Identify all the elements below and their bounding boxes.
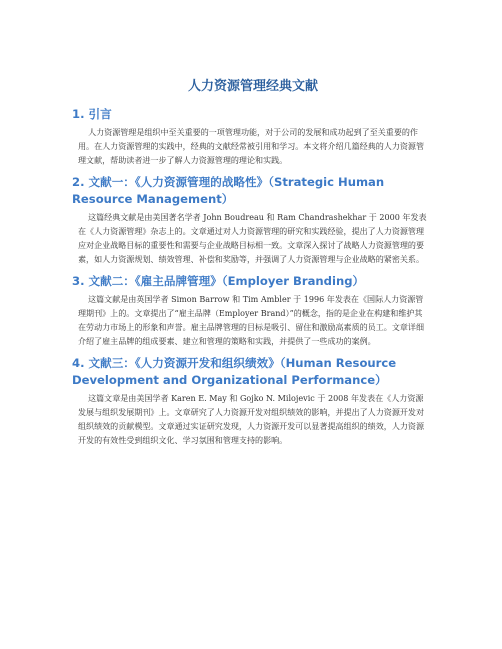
document-page: [72, 78, 428, 454]
section-paragraph: 这篇经典文献是由美国著名学者 John Boudreau 和 Ram Chandrashekhar 于 2000 年发表在《人力资源管理》杂志上的。文章通过对人力资源管理的研究和实践经验，提出了人力资源管理应对企业战略目标的重要性和需要与企业战略目标相一致。文章深入探讨了战略人力资源管理的要素，如人力资源规划、绩效管理、补偿和奖励等，并强调了人力资源管理与企业战略的紧密关系。: [78, 213, 427, 264]
section-heading: 3. 文献二：《雇主品牌管理》（Employer Branding）: [72, 274, 365, 288]
section-heading: 1. 引言: [72, 107, 112, 121]
section-literature-three: [72, 355, 428, 448]
section-literature-one: [72, 174, 428, 267]
section-heading: 4. 文献三：《人力资源开发和组织绩效》（Human Resource Development and Organizational Performance）: [72, 356, 397, 387]
section-paragraph: 这篇文章是由美国学者 Karen E. May 和 Gojko N. Milojevic 于 2008 年发表在《人力资源发展与组织发展期刊》上。文章研究了人力资源开发对组织绩效的影响，并提出了人力资源开发对组织绩效的贡献模型。文章通过实证研究发现，人力资源开发可以显著提高组织的绩效，人力资源开发的有效性受到组织文化、学习氛围和管理支持的影响。: [78, 394, 425, 445]
section-paragraph: 人力资源管理是组织中至关重要的一项管理功能，对于公司的发展和成功起到了至关重要的作用。在人力资源管理的实践中，经典的文献经常被引用和学习。本文将介绍几篇经典的人力资源管理文献，帮助读者进一步了解人力资源管理的理论和实践。: [78, 128, 425, 165]
section-heading: 2. 文献一：《人力资源管理的战略性》（Strategic Human Resource Management）: [72, 175, 385, 206]
section-introduction: [72, 106, 428, 168]
section-paragraph: 这篇文献是由英国学者 Simon Barrow 和 Tim Ambler 于 1996 年发表在《国际人力资源管理期刊》上的。文章提出了“雇主品牌（Employer Brand）”的概念，指的是企业在构建和维护其在劳动力市场上的形象和声誉。雇主品牌管理的目标是吸引、留住和激励高素质的员工。文章详细介绍了雇主品牌的组成要素、建立和管理的策略和实践，并提供了一些成功的案例。: [78, 295, 425, 346]
document-title: 人力资源管理经典文献: [187, 79, 318, 94]
section-literature-two: [72, 273, 428, 349]
